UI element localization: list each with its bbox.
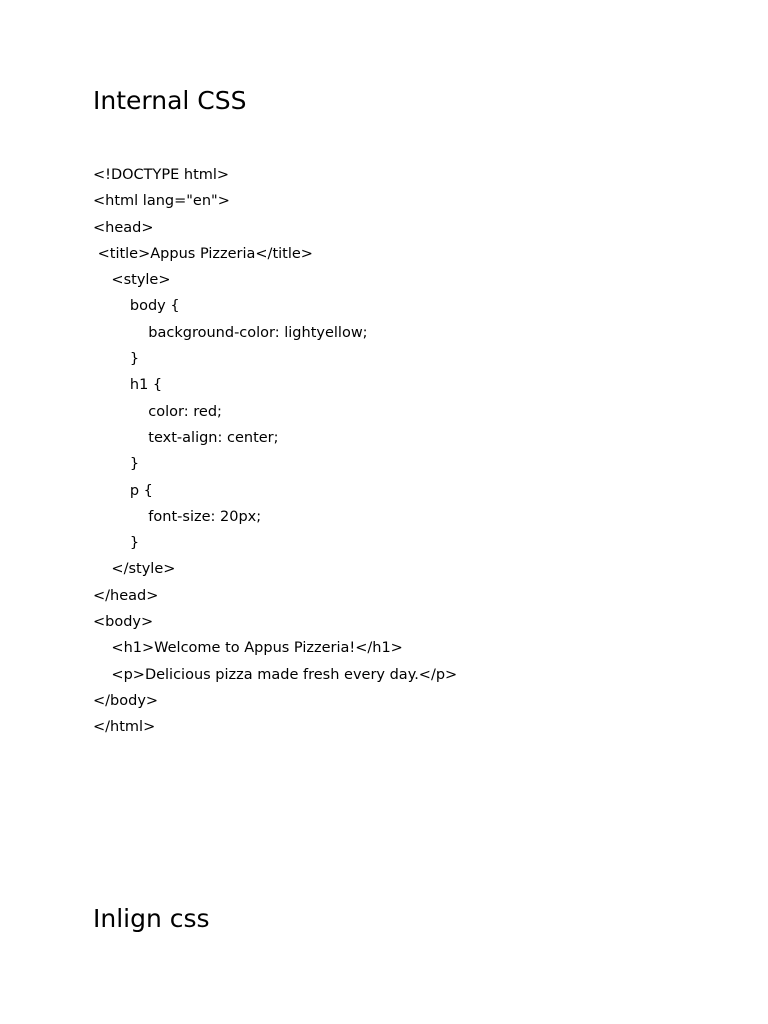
code-line: h1 {	[93, 377, 163, 394]
code-line: <style>	[93, 272, 171, 289]
code-listing	[93, 164, 457, 743]
code-line: <!DOCTYPE html>	[93, 167, 230, 183]
code-line: p {	[93, 482, 153, 499]
code-line: background-color: lightyellow;	[93, 324, 368, 341]
code-line: text-align: center;	[93, 429, 279, 446]
code-line: }	[93, 351, 140, 368]
code-line: font-size: 20px;	[93, 508, 262, 525]
code-line: <p>Delicious pizza made fresh every day.</p>	[93, 666, 458, 683]
code-line: }	[93, 535, 140, 552]
code-line: <body>	[93, 614, 154, 631]
code-line: }	[93, 456, 140, 473]
code-line: <head>	[93, 219, 154, 236]
code-line: </body>	[93, 692, 159, 709]
code-line: <h1>Welcome to Appus Pizzeria!</h1>	[93, 640, 403, 657]
code-line: </style>	[93, 561, 176, 578]
code-line: body {	[93, 298, 180, 315]
section-heading-internal-css: Internal CSS	[93, 86, 247, 115]
code-line: <html lang="en">	[93, 193, 230, 210]
code-line: <title>Appus Pizzeria</title>	[93, 245, 313, 262]
code-line: </head>	[93, 587, 159, 604]
section-heading-inline-css: Inlign css	[93, 904, 210, 933]
code-line: </html>	[93, 719, 156, 736]
code-line: color: red;	[93, 403, 222, 420]
